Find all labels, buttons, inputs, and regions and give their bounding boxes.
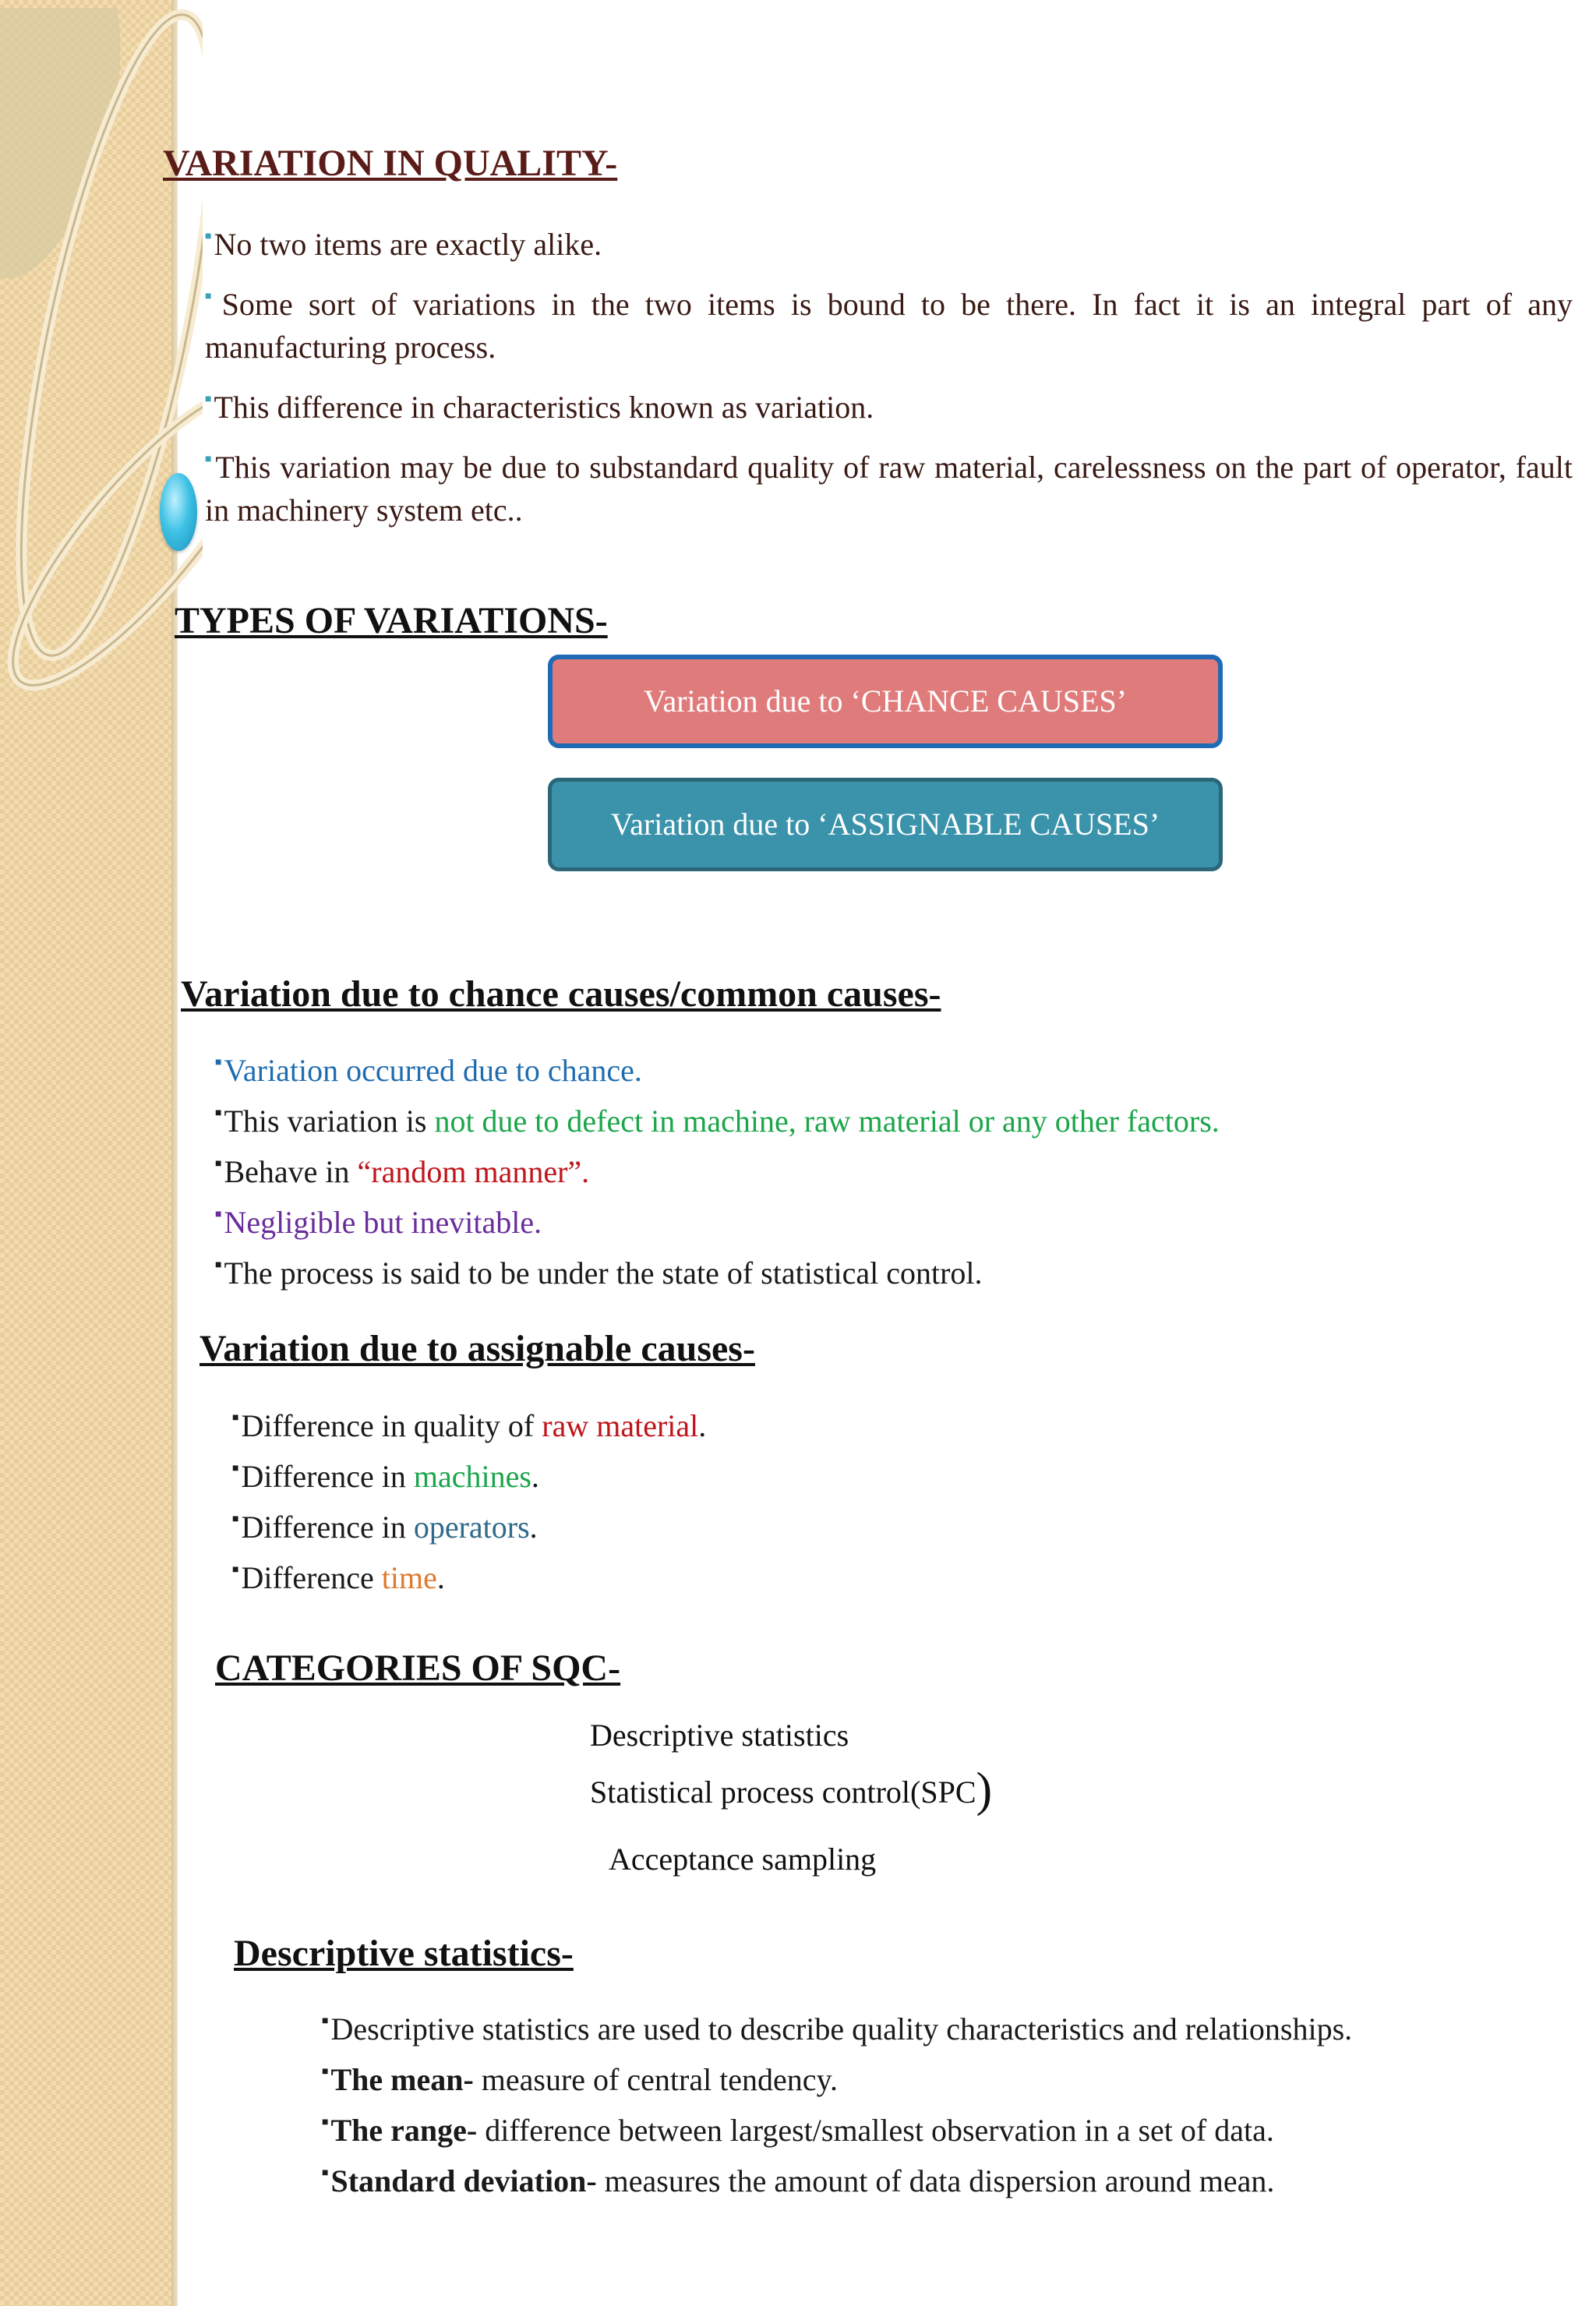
- square-bullet-icon: ■: [215, 1107, 222, 1119]
- categories-heading: CATEGORIES OF SQC-: [215, 1647, 621, 1689]
- types-heading: TYPES OF VARIATIONS-: [175, 600, 608, 641]
- assignable-causes-heading: Variation due to assignable causes-: [200, 1328, 755, 1369]
- list-item: ■The mean- measure of central tendency.: [322, 2062, 838, 2097]
- square-bullet-icon: ■: [215, 1057, 222, 1068]
- list-item: ■The process is said to be under the state of statistical control.: [215, 1255, 983, 1291]
- list-item: ■Difference in machines.: [232, 1459, 539, 1494]
- section1-bullet-1: ■No two items are exactly alike.: [205, 227, 602, 262]
- decorative-ring-icon: [0, 0, 203, 701]
- section1-bullet-4: ■This variation may be due to substandard quality of raw material, carelessness on the part of operator, fault in machinery system etc..: [205, 450, 1573, 528]
- square-bullet-icon: ■: [205, 231, 212, 242]
- chance-causes-list: [215, 1041, 1220, 1294]
- category-acceptance-sampling: Acceptance sampling: [609, 1842, 877, 1877]
- list-item: ■Descriptive statistics are used to describe quality characteristics and relationships.: [322, 2011, 1353, 2046]
- square-bullet-icon: ■: [232, 1513, 239, 1525]
- square-bullet-icon: ■: [322, 2015, 329, 2027]
- category-spc: Statistical process control(SPC): [590, 1764, 993, 1817]
- blue-bead-icon: [160, 473, 197, 551]
- square-bullet-icon: ■: [215, 1158, 222, 1170]
- category-descriptive-statistics: Descriptive statistics: [590, 1718, 849, 1753]
- list-item: ■Difference in quality of raw material.: [232, 1408, 707, 1443]
- square-bullet-icon: ■: [232, 1412, 239, 1424]
- list-item: ■Negligible but inevitable.: [215, 1205, 542, 1240]
- list-item: ■The range- difference between largest/smallest observation in a set of data.: [322, 2113, 1274, 2148]
- list-item: ■Standard deviation- measures the amount of data dispersion around mean.: [322, 2163, 1275, 2198]
- square-bullet-icon: ■: [322, 2117, 329, 2128]
- square-bullet-icon: ■: [232, 1564, 239, 1576]
- section1-bullet-3: ■This difference in characteristics known as variation.: [205, 390, 874, 425]
- list-item: ■Difference in operators.: [232, 1510, 538, 1545]
- square-bullet-icon: ■: [205, 394, 212, 405]
- square-bullet-icon: ■: [232, 1463, 239, 1474]
- chance-causes-heading: Variation due to chance causes/common causes-: [181, 973, 941, 1015]
- descriptive-list: [322, 2000, 1485, 2202]
- square-bullet-icon: ■: [215, 1259, 222, 1271]
- square-bullet-icon: ■: [215, 1209, 222, 1220]
- assignable-causes-box: Variation due to ‘ASSIGNABLE CAUSES’: [548, 778, 1223, 871]
- list-item: ■Variation occurred due to chance.: [215, 1053, 642, 1088]
- chance-causes-box: Variation due to ‘CHANCE CAUSES’: [548, 655, 1223, 748]
- assignable-causes-list: [232, 1397, 706, 1599]
- descriptive-heading: Descriptive statistics-: [234, 1933, 574, 1974]
- square-bullet-icon: ■: [322, 2167, 329, 2179]
- square-bullet-icon: ■: [205, 454, 214, 465]
- square-bullet-icon: ■: [322, 2066, 329, 2078]
- list-item: ■Behave in “random manner”.: [215, 1154, 590, 1189]
- square-bullet-icon: ■: [205, 291, 220, 302]
- list-item: ■This variation is not due to defect in machine, raw material or any other factors.: [215, 1104, 1220, 1139]
- list-item: ■Difference time.: [232, 1560, 445, 1595]
- section1-bullet-2: ■Some sort of variations in the two items is bound to be there. In fact it is an integral part of any manufacturing process.: [205, 287, 1573, 365]
- page-title: VARIATION IN QUALITY-: [163, 143, 618, 184]
